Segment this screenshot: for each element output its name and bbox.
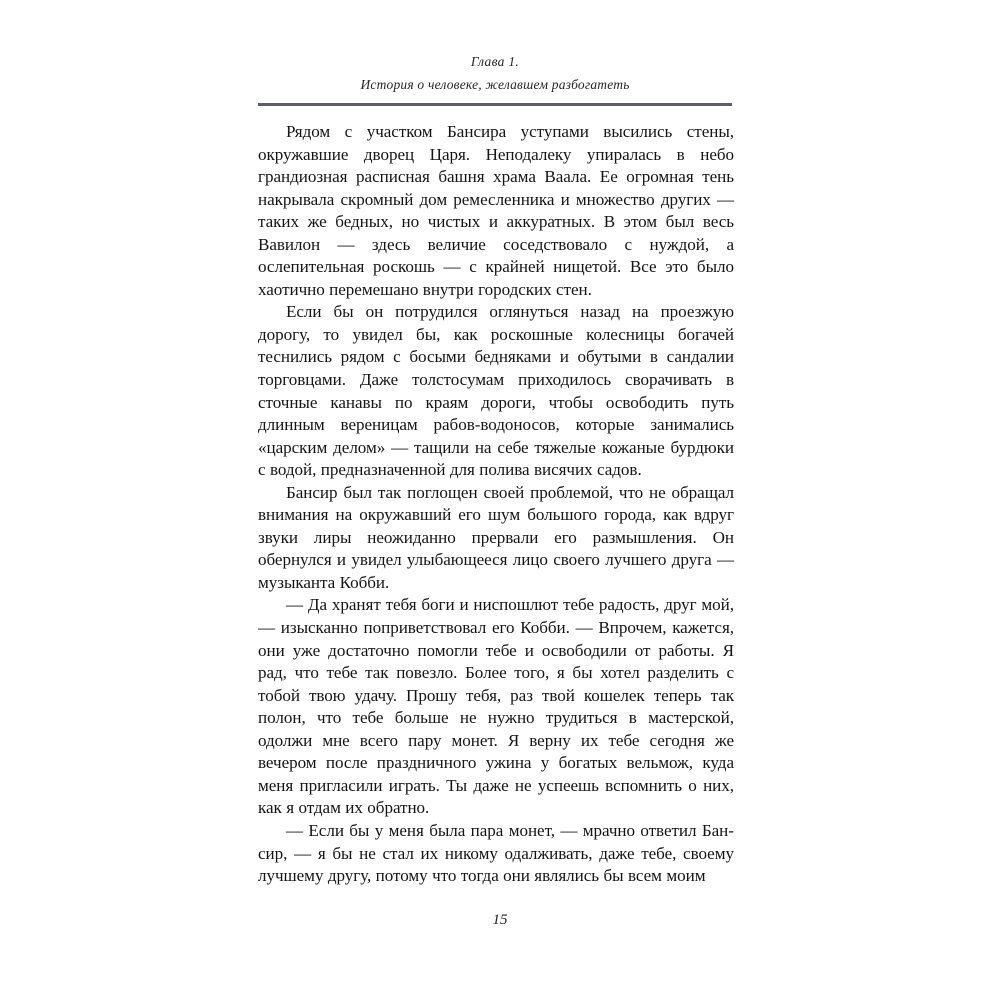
paragraph: — Да хранят тебя боги и ниспошлют тебе радость, друг мой, — изысканно поприветствовал его Кобби. — Впрочем, кажется, они уже достаточно помогли тебе и освободили от работы. Я рад, что тебе так повезло. Более того, я бы хотел разделить с тобой твою удачу. Прошу тебя, раз твой кошелек теперь так полон, что тебе больше не нужно трудиться в мастерской, одолжи мне всего пару монет. Я верну их тебе сегодня же вечером после праздничного ужина у богатых вельмож, куда меня пригласили играть. Ты даже не успеешь вспомнить о них, как я отдам их обратно. (258, 595, 734, 818)
running-head (258, 52, 732, 96)
header-rule-divider (258, 103, 732, 106)
paragraph: Если бы он потрудился оглянуться назад на проезжую дорогу, то увидел бы, как роскошные колесницы богачей теснились рядом с босыми бедняками и обутыми в сандалии торговцами. Даже толстосумам приходилось сворачивать в сточные канавы по краям дороги, чтобы освободить путь длинным вереницам рабов-водоносов, которые занимались «царским делом» — тащили на себе тяжелые кожаные бурдюки с водой, предназначенной для полива висячих садов. (258, 302, 734, 480)
paragraph: Бансир был так поглощен своей проблемой, что не обращал внимания на окружавший его шум большого города, как вдруг звуки лиры неожиданно прервали его размышления. Он обернулся и увидел улыбающееся лицо своего лучшего друга — музыканта Кобби. (258, 482, 734, 592)
page-number: 15 (492, 912, 508, 928)
paragraph: Рядом с участком Бансира уступами высились стены, окружавшие дворец Царя. Неподалеку упиралась в небо грандиозная расписная башня храма Ваала. Ее огромная тень накрывала скромный дом ремесленника и множество других — таких же бедных, но чистых и аккуратных. В этом был весь Вавилон — здесь величие соседствовало с нуждой, а ослепительная роскошь — с крайней нищетой. Все это было хаотично перемешано внутри городских стен. (258, 122, 734, 299)
chapter-number-line: Глава 1. (470, 54, 520, 69)
paragraph: — Если бы у меня была пара монет, — мрачно ответил Бансир, — я бы не стал их никому одалживать, даже тебе, своему лучшему другу, потому что тогда они являлись бы всем моим (258, 820, 734, 886)
body-text-block (258, 121, 734, 888)
chapter-title-line: История о человеке, желавшем разбогатеть (360, 76, 630, 92)
